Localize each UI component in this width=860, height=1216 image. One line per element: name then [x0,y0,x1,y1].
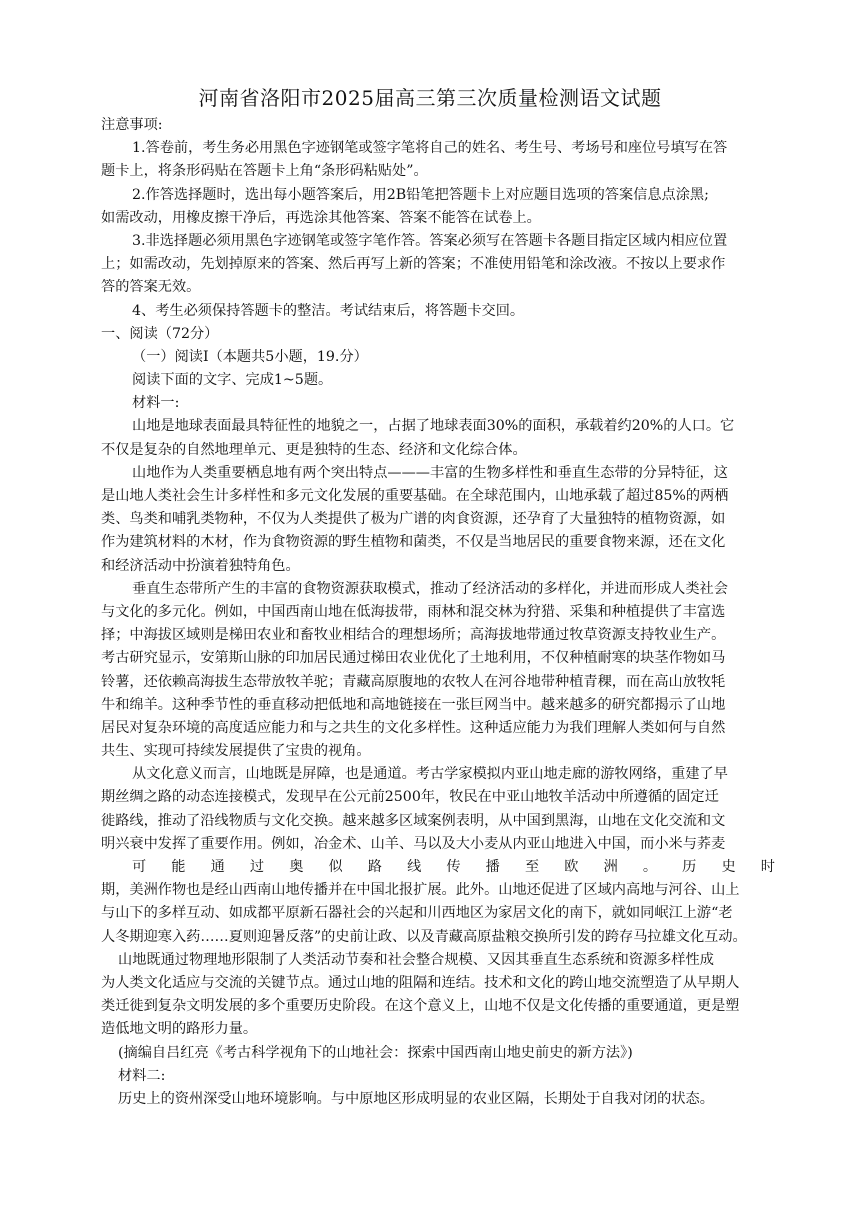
paragraph-line: 牛和绵羊。这种季节性的垂直移动把低地和高地链接在一张巨网当中。越来越多的研究都揭示了山地 [101,696,726,713]
notice-line: 2.作答选择题时，选出每小题答案后，用2B铅笔把答题卡上对应题目选项的答案信息点涂黑; [132,186,709,203]
material-1-paragraph [101,763,775,949]
justified-char: 似 [328,859,343,875]
material-1-paragraph [101,415,775,461]
paragraph-line: 山地是地球表面最具特征性的地貌之一，占据了地球表面30%的面积，承载着约20%的人口。它 [132,418,735,435]
paragraph-line: 是山地人类社会生计多样性和多元文化发展的重要基础。在全球范围内，山地承载了超过85%的两栖 [101,488,729,504]
subsection-heading: （一）阅读Ⅰ（本题共5小题，19.分） [132,348,368,365]
justified-char: 洲 [603,859,618,875]
notice-line: 1.答卷前，考生务必用黑色字迹钢笔或签字笔将自己的姓名、考生号、考场号和座位号填写在答 [132,140,728,157]
paragraph-line: 居民对复杂环境的高度适应能力和与之共生的文化多样性。这种适应能力为我们理解人类如何与自然 [101,719,726,736]
exam-content [101,114,775,1111]
material-1-paragraph [101,578,775,764]
notice-line: 题卡上，将条形码贴在答题卡上角“条形码粘贴处”。 [101,163,428,180]
justified-char: 路 [367,859,382,875]
justified-char: 至 [524,859,540,875]
notice-line: 如需改动，用橡皮擦干净后，再选涂其他答案、答案不能答在试卷上。 [101,209,541,226]
paragraph-line: 明兴衰中发挥了重要作用。例如，冶金术、山羊、马以及大小麦从内亚山地进入中国，而小米与荞麦 [101,835,726,852]
notice-item [101,137,775,183]
justified-char: 史 [721,859,736,875]
material-1-paragraph [101,949,775,1042]
justified-char: 通 [210,859,225,875]
paragraph-line: 和经济活动中扮演着独特角色。 [101,557,300,574]
justified-char: 过 [249,859,265,875]
notice-line: 4、考生必须保持答题卡的整洁。考试结束后，将答题卡交回。 [132,302,525,319]
material-1-paragraph [101,462,775,578]
justified-char: 欧 [564,859,579,875]
justified-char: 能 [171,859,186,875]
paragraph-line: 期丝绸之路的动态连接模式，发现早在公元前2500年，牧民在中亚山地牧羊活动中所遵循的固定迁 [101,789,719,806]
justified-char: 。 [642,859,658,875]
paragraph-line: 与文化的多元化。例如，中国西南山地在低海拔带，雨林和混交林为狩猎、采集和种植提供了丰富选 [101,603,726,620]
notice-item [101,300,775,323]
paragraph-line: 类、鸟类和哺乳类物种，不仅为人类提供了极为广谱的肉食资源，还孕育了大量独特的植物资源，如 [101,511,726,528]
paragraph-line: 为人类文化适应与交流的关键节点。通过山地的阻隔和连结。技术和文化的跨山地交流塑造了从早期人 [101,974,740,991]
paragraph-line: 考古研究显示，安第斯山脉的印加居民通过梯田农业优化了土地利用，不仅种植耐寒的块茎作物如马 [101,650,726,667]
paragraph-line: 与山下的多样互动、如成都平原新石器社会的兴起和川西地区为家居文化的南下，就如同岷江上游“老 [101,905,733,922]
justified-char: 奥 [289,859,304,875]
paragraph-line: 共生、实现可持续发展提供了宝贵的视角。 [101,743,371,760]
notice-line: 3.非选择题必须用黑色字迹钢笔或签字笔作答。答案必须写在答题卡各题目指定区域内相应位置 [132,232,728,249]
paragraph-line: 历史上的资州深受山地环境影响。与中原地区形成明显的农业区隔，长期处于自我对闭的状态。 [118,1090,714,1107]
paragraph-line: 期，美洲作物也是经山西南山地传播并在中国北报扩展。此外。山地还促进了区域内高地与河谷、山上 [101,882,740,899]
paragraph-line: 造低地文明的路形力量。 [101,1021,258,1038]
section-heading: 一、阅读（72分） [101,325,219,342]
material-2-label: 材料二: [118,1067,166,1084]
justified-char: 时 [760,859,775,875]
notice-item [101,230,775,300]
notice-item [101,184,775,230]
paragraph-line: 山地作为人类重要栖息地有两个突出特点———丰富的生物多样性和垂直生态带的分异特征，这 [132,464,728,481]
reading-instruction: 阅读下面的文字、完成1~5题。 [132,372,333,389]
paragraph-line: 山地既通过物理地形限制了人类活动节奏和社会整合规模、又因其垂直生态系统和资源多样性成 [118,951,714,968]
justified-char: 播 [485,859,500,875]
paragraph-line: 铃薯，还依赖高海拔生态带放牧羊驼；青藏高原腹地的农牧人在河谷地带种植青稞，而在高山放牧牦 [101,673,726,690]
justified-line [101,856,775,879]
paragraph-line: 徙路线，推动了沿线物质与文化交换。越来越多区域案例表明，从中国到黑海，山地在文化交流和文 [101,812,726,829]
paragraph-line: 不仅是复杂的自然地理单元、更是独特的生态、经济和文化综合体。 [101,441,527,458]
notice-heading: 注意事项: [101,117,163,133]
notice-line: 答的答案无效。 [101,279,201,296]
notice-line: 上；如需改动，先划掉原来的答案、然后再写上新的答案；不准使用铅笔和涂改液。不按以上要求作 [101,256,726,273]
justified-char: 线 [407,859,422,875]
paragraph-line: 类迁徙到复杂文明发展的多个重要历史阶段。在这个意义上，山地不仅是文化传播的重要通道，更是塑 [101,998,740,1015]
justified-char: 传 [446,859,461,875]
paragraph-line: 从文化意义而言，山地既是屏障，也是通道。考古学家模拟内亚山地走廊的游牧网络，重建了早 [132,766,728,783]
justified-char: 历 [682,859,697,875]
exam-title: 河南省洛阳市2025届高三第三次质量检测语文试题 [198,86,662,110]
paragraph-line: 作为建筑材料的木材，作为食物资源的野生植物和菌类，不仅是当地居民的重要食物来源，还在文化 [101,534,726,551]
justified-char: 可 [132,859,147,875]
paragraph-line: 人冬期迎寒入药……夏则迎暑反落”的史前让政、以及青藏高原盐粮交换所引发的跨存马拉雄文化互动。 [101,928,747,945]
paragraph-line: 择；中海拔区域则是梯田农业和畜牧业相结合的理想场所；高海拔地带通过牧草资源支持牧业生产。 [101,627,726,644]
paragraph-line: 垂直生态带所产生的丰富的食物资源获取模式，推动了经济活动的多样化，并进而形成人类社会 [132,580,728,597]
material-1-label: 材料一: [132,395,180,412]
source-citation: (摘编自吕红亮《考古科学视角下的山地社会：探索中国西南山地史前史的新方法》) [118,1044,633,1061]
